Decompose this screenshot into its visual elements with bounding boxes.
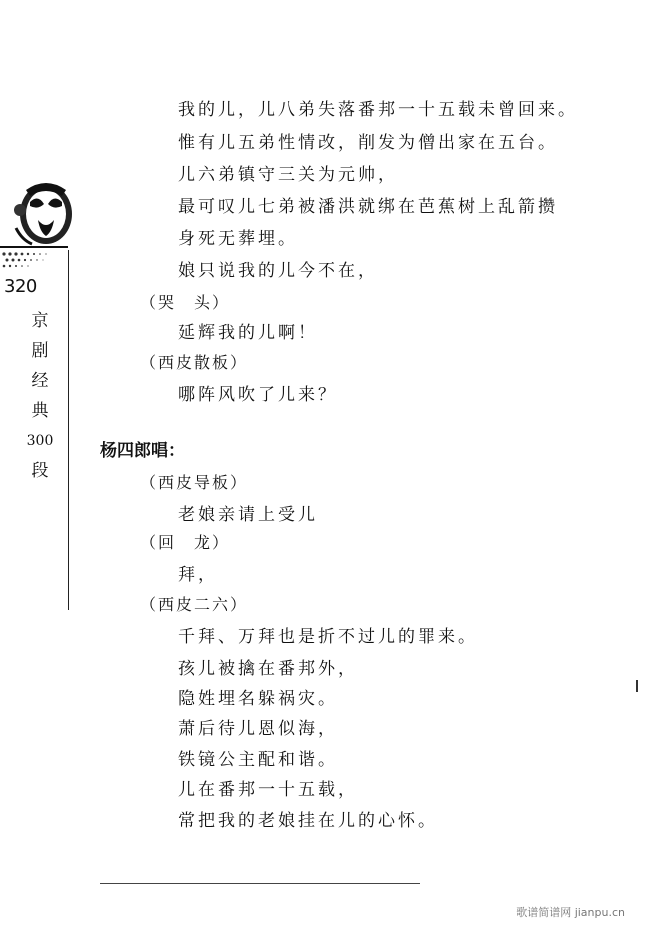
singing-cue: （西皮散板） xyxy=(140,353,249,372)
speaker-label: 杨四郎唱： xyxy=(100,441,185,461)
book-title-vertical xyxy=(20,306,60,486)
lyric-line: 哪阵风吹了儿来？ xyxy=(178,385,338,405)
book-title-char: 典 xyxy=(31,401,49,421)
halftone-decoration xyxy=(0,250,66,274)
book-title-char: 京 xyxy=(31,311,49,331)
lyric-line: 萧后待儿恩似海， xyxy=(178,719,338,739)
page-number: 320 xyxy=(4,276,37,297)
singing-cue: （西皮导板） xyxy=(140,473,249,492)
lyric-line: 儿在番邦一十五载， xyxy=(178,780,358,800)
lyric-line: 老娘亲请上受儿 xyxy=(178,505,318,525)
book-title-char: 剧 xyxy=(31,341,49,361)
lyric-line: 孩儿被擒在番邦外， xyxy=(178,659,358,679)
margin-rule xyxy=(0,246,68,248)
lyric-line: 铁镜公主配和谐。 xyxy=(178,750,338,770)
lyric-line: 身死无葬埋。 xyxy=(178,229,298,249)
singing-cue: （西皮二六） xyxy=(140,595,249,614)
margin-vertical-rule xyxy=(68,250,69,610)
lyric-line: 娘只说我的儿今不在， xyxy=(178,261,378,281)
singing-cue: （回 龙） xyxy=(140,533,231,552)
book-title-char: 300 xyxy=(26,433,54,449)
scan-mark xyxy=(636,680,638,692)
singing-cue: （哭 头） xyxy=(140,293,231,312)
lyric-line: 千拜、万拜也是折不过儿的罪来。 xyxy=(178,627,478,647)
watermark: 歌谱简谱网 jianpu.cn xyxy=(516,906,625,919)
lyric-line: 拜， xyxy=(178,565,218,585)
opera-mask-icon xyxy=(8,180,76,252)
bottom-rule xyxy=(100,883,420,884)
lyric-line: 最可叹儿七弟被潘洪就绑在芭蕉树上乱箭攒 xyxy=(178,197,558,217)
book-title-char: 经 xyxy=(31,371,49,391)
book-title-char: 段 xyxy=(31,461,49,481)
lyric-line: 延辉我的儿啊！ xyxy=(178,323,318,343)
lyric-line: 常把我的老娘挂在儿的心怀。 xyxy=(178,811,438,831)
lyric-line: 隐姓埋名躲祸灾。 xyxy=(178,689,338,709)
lyric-line: 惟有儿五弟性情改，削发为僧出家在五台。 xyxy=(178,133,558,153)
lyric-line: 我的儿，儿八弟失落番邦一十五载未曾回来。 xyxy=(178,100,578,120)
lyric-line: 儿六弟镇守三关为元帅， xyxy=(178,165,398,185)
